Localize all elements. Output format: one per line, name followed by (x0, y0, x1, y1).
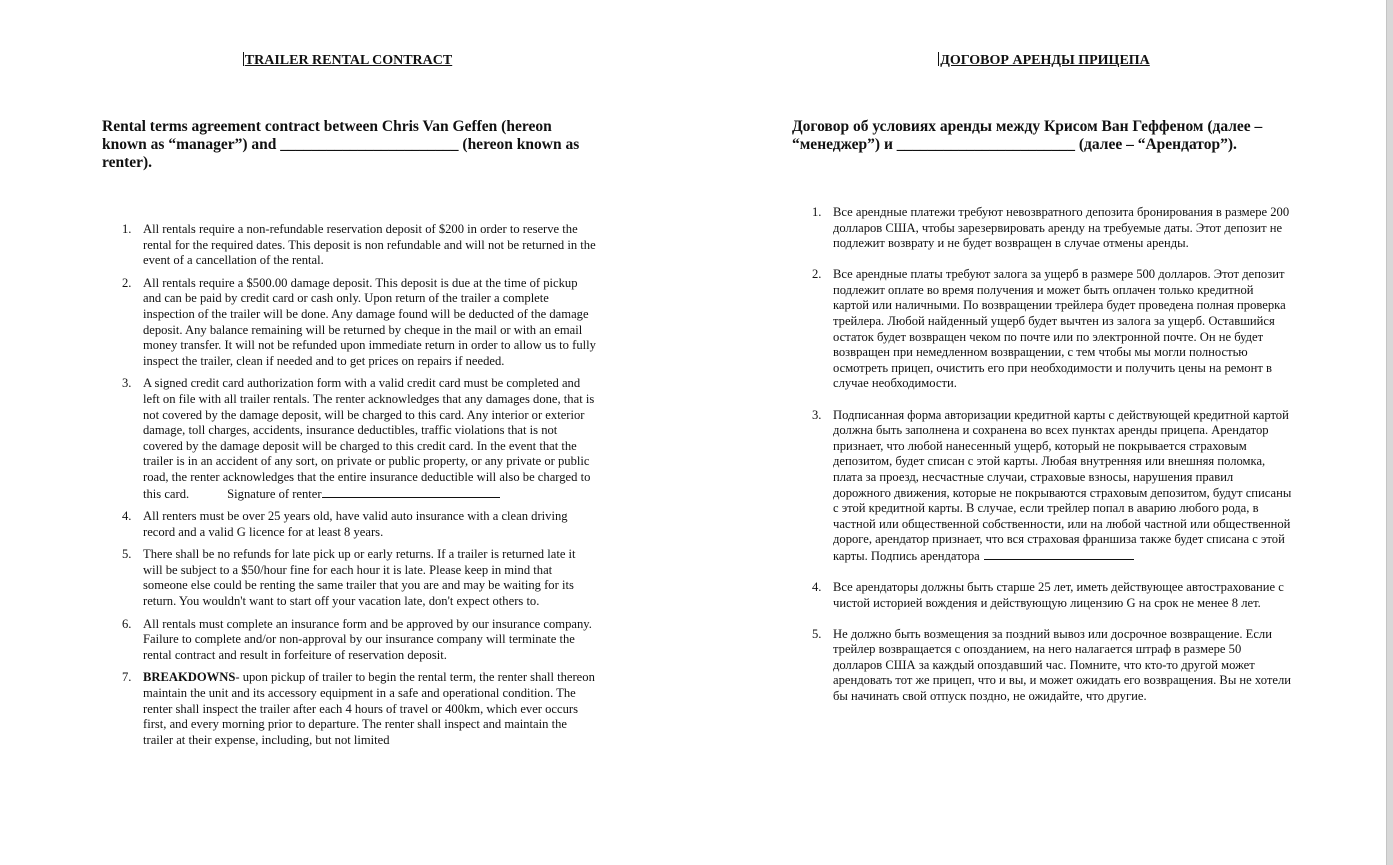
term-item (122, 376, 597, 502)
contract-title (0, 52, 695, 69)
term-text: Все арендные платежи требуют невозвратного депозита бронирования в размере 200 долларов США, чтобы зарезервировать аренду на требуемые даты. Этот депозит не подлежит возврату и не будет возвращен в случае отмены аренды. (833, 205, 1290, 251)
signature-line-ru[interactable] (984, 548, 1134, 560)
term-item (122, 276, 597, 370)
term-item (122, 509, 597, 540)
term-number: 5. (812, 626, 822, 641)
term-number: 7. (122, 670, 132, 685)
terms-list (122, 222, 597, 755)
agreement-heading: Rental terms agreement contract between Chris Van Geffen (hereon known as “manager”) and _______________________ (hereon known as renter). (102, 118, 580, 171)
term-number: 2. (122, 275, 132, 290)
term-item (122, 547, 597, 609)
term-text (143, 670, 597, 748)
term-number: 1. (812, 205, 822, 219)
contract-title-text: TRAILER RENTAL CONTRACT (244, 53, 453, 68)
term-number: 6. (122, 616, 132, 631)
term-item (122, 670, 597, 748)
term-text: All rentals must complete an insurance form and be approved by our insurance company. Failure to complete and/or non-approval by our insurance company will terminate the rental contract and result in forfeiture of reservation deposit. (143, 616, 592, 662)
term-text: Все арендные платы требуют залога за ущерб в размере 500 долларов. Этот депозит подлежит оплате во время получения и может быть оплачен только кредитной картой или наличными. По возвращении трейлера будет проведена полная проверка трейлера. Любой найденный ущерб будет вычтен из залога за ущерб. Оставшийся остаток будет возвращен чеком по почте или по электронной почте. Он не будет возвращен при немедленном возвращении, с тем чтобы мы могли полностью осмотреть прицеп, очистить его при необходимости и получить цены на ремонт в случае необходимости. (833, 267, 1286, 391)
agreement-heading-ru: Договор об условиях аренды между Крисом Ван Геффеном (далее – “менеджер”) и _______________________ (далее – “Арендатор”). (792, 118, 1263, 153)
term-number: 4. (122, 509, 132, 524)
window-edge (1386, 0, 1393, 865)
term-body: - upon pickup of trailer to begin the rental term, the renter shall thereon maintain the unit and its accessory equipment in a safe and operational condition. The renter shall inspect the trailer after each 4 hours of travel or 400km, which ever occurs first, and every morning prior to departure. The renter shall inspect and maintain the trailer at their expense, including, but not limited (143, 670, 595, 747)
russian-contract-page (695, 0, 1393, 865)
term-item (812, 408, 1292, 565)
breakdowns-label: BREAKDOWNS (143, 670, 236, 685)
term-text: There shall be no refunds for late pick up or early returns. If a trailer is returned late it will be subject to a $50/hour fine for each hour it is late. Please keep in mind that someone else could be renting the same trailer that you are and may be waiting for its return. You wouldn't want to start off your vacation late, don't expect others to. (143, 547, 576, 609)
terms-list-ru (812, 205, 1292, 720)
term-item (122, 617, 597, 664)
contract-title-ru-text: ДОГОВОР АРЕНДЫ ПРИЦЕПА (940, 53, 1150, 68)
term-text (143, 376, 597, 502)
term-item (812, 580, 1292, 611)
text-cursor (243, 52, 244, 66)
term-text: Не должно быть возмещения за поздний вывоз или досрочное возвращение. Если трейлер возвращается с опозданием, на него налагается штраф в размере 50 долларов США за каждый опоздавший час. Помните, что кто-то другой может арендовать тот же прицеп, что и вы, и может ожидать его возвращения. Вы не хотели бы начинать свой отпуск поздно, не ожидайте, что другие. (833, 626, 1291, 704)
term-item (812, 205, 1292, 252)
signature-line[interactable] (322, 486, 500, 498)
term-number: 3. (812, 407, 822, 422)
term-item (812, 627, 1292, 705)
term-number: 4. (812, 579, 822, 594)
term-item (812, 267, 1292, 392)
term-text: Все арендаторы должны быть старше 25 лет, иметь действующее автострахование с чистой историей вождения и действующую лицензию G на срок не менее 8 лет. (833, 579, 1284, 610)
contract-title-ru (695, 52, 1393, 69)
term-text: All rentals require a $500.00 damage deposit. This deposit is due at the time of pickup and can be paid by credit card or cash only. Upon return of the trailer a complete inspection of the trailer will be done. Any damage found will be deducted of the damage deposit. Any balance remaining will be returned by cheque in the mail or with an email money transfer. It will not be refunded upon immediate return in order to allow us to fully inspect the trailer, clean if needed and to get prices on repairs if needed. (143, 275, 596, 368)
term-number: 2. (812, 267, 822, 282)
term-number: 3. (122, 376, 132, 391)
term-text: All rentals require a non-refundable reservation deposit of $200 in order to reserve the rental for the required dates. This deposit is non refundable and will not be returned in the event of a cancellation of the rental. (143, 222, 596, 268)
term-text (833, 408, 1292, 565)
term-text: All renters must be over 25 years old, have valid auto insurance with a clean driving record and a valid G licence for at least 8 years. (143, 509, 568, 539)
term-number: 5. (122, 547, 132, 562)
term-body: Подписанная форма авторизации кредитной карты с действующей кредитной картой должна быть заполнена и сохранена во всех пунктах аренды прицепа. Арендатор признает, что любой нанесенный ущерб, который не покрывается страховым депозитом, будет списан с этой карты. Любая внутренняя или внешняя поломка, плата за проезд, несчастные случаи, страховые взносы, нарушения правил дорожного движения, которые не покрываются страховым депозитом, будут списаны с этой кредитной карты. В случае, если трейлер попал в аварию любого рода, в частной или общественной собственности, или на любой частной или общественной дороге, арендатор признает, что вся страховая франшиза также будет списана с этой карты. Подпись арендатора (833, 407, 1292, 563)
english-contract-page (0, 0, 695, 865)
term-number: 1. (122, 222, 132, 236)
term-item (122, 222, 597, 269)
term-body: A signed credit card authorization form with a valid credit card must be completed and left on file with all trailer rentals. The renter acknowledges that any damages done, that is not covered by the damage deposit, will be charged to this card. Any interior or exterior damage, toll charges, accidents, insurance deductibles, traffic violations that is not covered by the damage deposit will be charged to this credit card. In the event that the trailer is in an accident of any sort, on private or public property, or any private or public road, the renter acknowledges that the entire insurance deductible will also be charged to this card. (143, 376, 595, 501)
signature-label: Signature of renter (227, 486, 322, 501)
